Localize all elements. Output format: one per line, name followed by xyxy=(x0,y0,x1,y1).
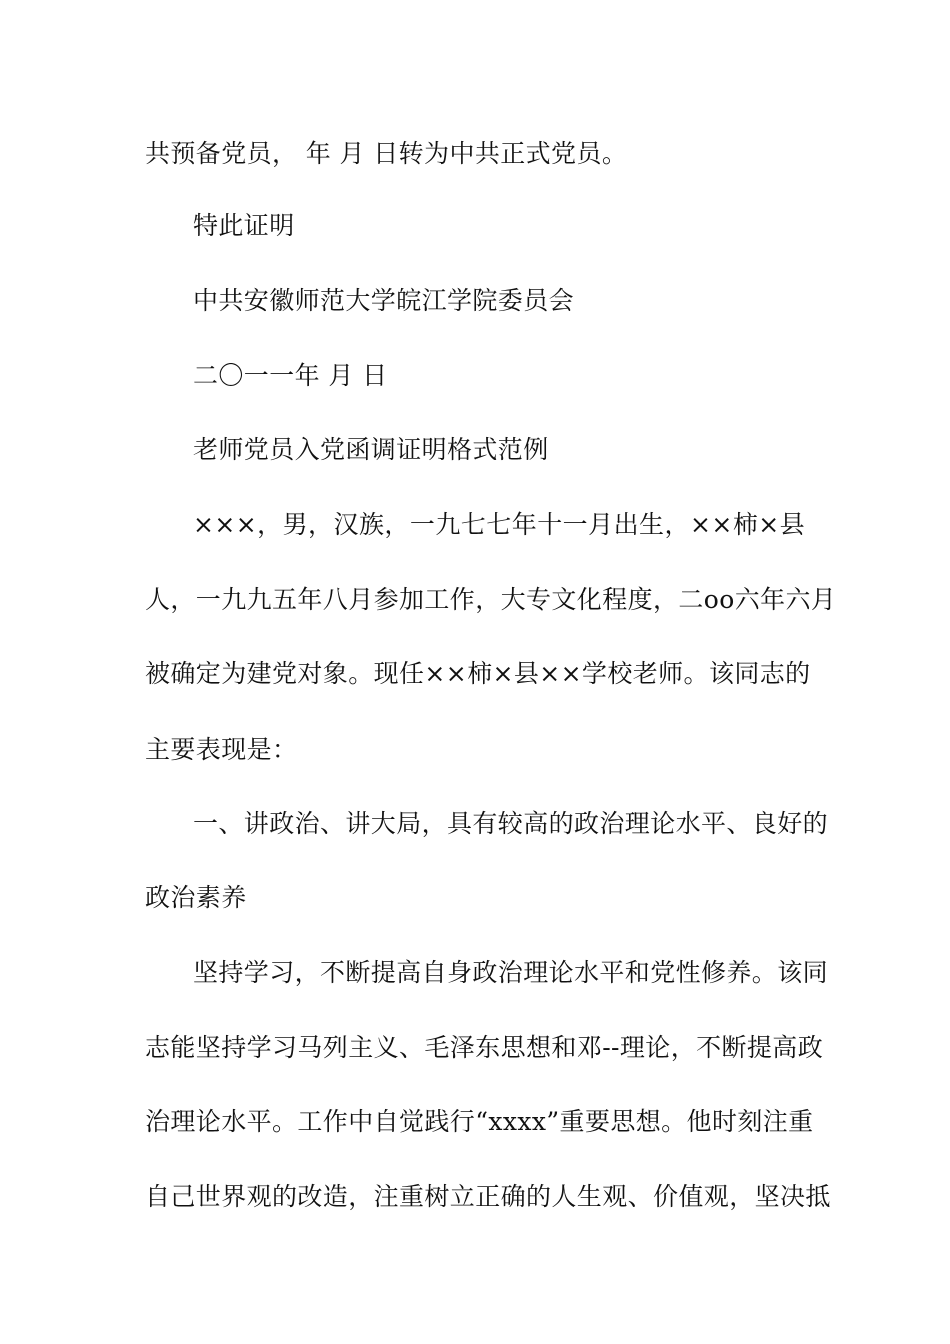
text-line-4: 二〇一一年 月 日 xyxy=(193,361,388,390)
text-line-1: 共预备党员， 年 月 日转为中共正式党员。 xyxy=(145,139,628,168)
text-line-6: ×××，男，汉族，一九七七年十一月出生，××柿×县 xyxy=(193,510,805,539)
heading-example-title: 老师党员入党函调证明格式范例 xyxy=(193,435,549,464)
text-line-13: 志能坚持学习马列主义、毛泽东思想和邓--理论，不断提高政 xyxy=(145,1033,824,1062)
text-line-15: 自己世界观的改造，注重树立正确的人生观、价值观，坚决抵 xyxy=(145,1182,831,1211)
text-line-11: 政治素养 xyxy=(145,883,247,912)
text-line-3: 中共安徽师范大学皖江学院委员会 xyxy=(193,286,575,315)
text-line-9: 主要表现是： xyxy=(145,735,298,764)
section-heading-1: 一、讲政治、讲大局，具有较高的政治理论水平、良好的 xyxy=(193,809,829,838)
text-line-14: 治理论水平。工作中自觉践行“xxxx”重要思想。他时刻注重 xyxy=(145,1107,814,1136)
text-line-12: 坚持学习，不断提高自身政治理论水平和党性修养。该同 xyxy=(193,958,829,987)
text-line-2: 特此证明 xyxy=(193,211,295,240)
text-line-8: 被确定为建党对象。现任××柿×县××学校老师。该同志的 xyxy=(145,659,811,688)
text-line-7: 人，一九九五年八月参加工作，大专文化程度，二oo六年六月 xyxy=(145,585,837,614)
